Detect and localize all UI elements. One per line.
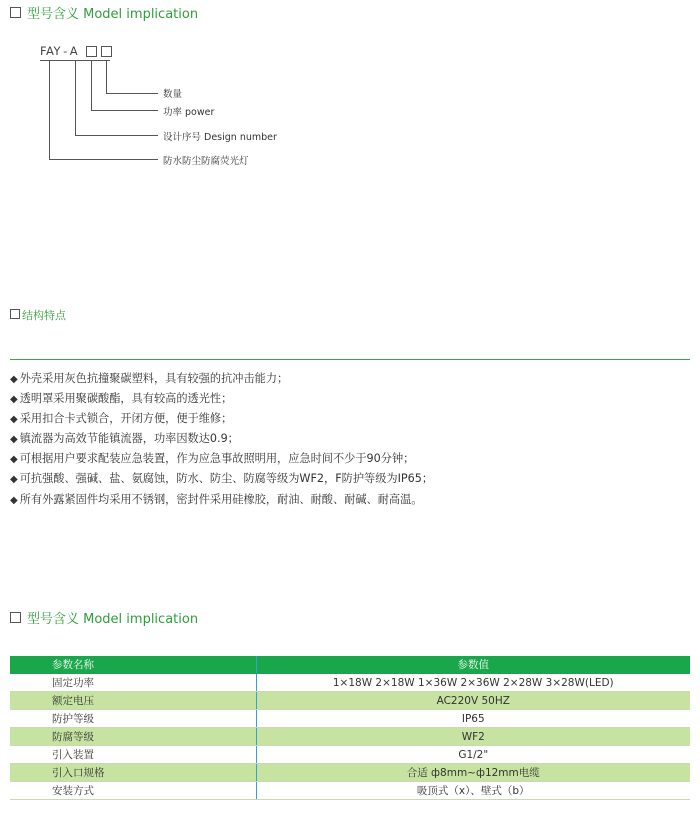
header-param-value: 参数值: [256, 656, 690, 674]
list-item: ◆ 采用扣合卡式锁合，开闭方便，便于维修；: [10, 412, 233, 426]
list-item: ◆ 可抗强酸、强碱、盐、氨腐蚀，防水、防尘、防腐等级为WF2，F防护等级为IP65；: [10, 472, 434, 486]
section-title-features: [10, 307, 66, 323]
header-param-name: 参数名称: [10, 656, 256, 674]
list-item: ◆ 透明罩采用聚碳酸酯，具有较高的透光性；: [10, 392, 233, 406]
leader-line-power: [91, 60, 92, 110]
diamond-bullet-icon: ◆: [10, 494, 18, 506]
param-value: 合适 ф8mm~ф12mm电缆: [256, 764, 690, 782]
leader-line-power-h: [91, 110, 158, 111]
model-code-a: A: [69, 44, 79, 58]
quantity-code-box: [101, 46, 112, 57]
feature-list: [10, 369, 690, 510]
leader-line-design: [75, 60, 76, 135]
param-value: G1/2": [256, 746, 690, 764]
param-value: IP65: [256, 710, 690, 728]
param-value: AC220V 50HZ: [256, 692, 690, 710]
square-box-icon: [10, 612, 21, 623]
table-row: [10, 710, 690, 728]
table-row: [10, 674, 690, 692]
param-name: 引入装置: [10, 746, 256, 764]
param-value: WF2: [256, 728, 690, 746]
list-item: ◆ 外壳采用灰色抗撞聚碳塑料，具有较强的抗冲击能力；: [10, 372, 289, 385]
param-name: 防腐等级: [10, 728, 256, 746]
section-title-text: 结构特点: [22, 309, 66, 322]
table-header-row: [10, 656, 690, 674]
leader-line-type: [49, 60, 50, 159]
diamond-bullet-icon: ◆: [10, 434, 18, 446]
leader-line-design-h: [75, 135, 158, 136]
model-code-dash: -: [63, 44, 68, 58]
diamond-bullet-icon: ◆: [10, 394, 18, 406]
table-row: [10, 782, 690, 800]
model-code: [40, 44, 78, 58]
label-power: 功率 power: [163, 107, 215, 118]
table-row: [10, 692, 690, 710]
square-box-icon: [10, 7, 21, 18]
leader-line-quantity-h: [106, 93, 158, 94]
param-name: 引入口规格: [10, 764, 256, 782]
label-quantity: 数量: [163, 89, 183, 100]
section-title-text: 型号含义 Model implication: [27, 612, 199, 627]
diamond-bullet-icon: ◆: [10, 414, 18, 426]
leader-line-quantity: [106, 60, 107, 93]
param-name: 固定功率: [10, 674, 256, 692]
section-title-text: 型号含义 Model implication: [27, 7, 199, 22]
label-design-number: 设计序号 Design number: [163, 132, 277, 143]
diamond-bullet-icon: ◆: [10, 374, 18, 385]
spec-table: [10, 656, 690, 800]
param-name: 防护等级: [10, 710, 256, 728]
list-item: ◆ 可根据用户要求配装应急装置，作为应急事故照明用，应急时间不少于90分钟；: [10, 452, 415, 466]
list-item: ◆ 所有外露紧固件均采用不锈钢，密封件采用硅橡胶，耐油、耐酸、耐碱、耐高温。: [10, 492, 423, 506]
section-divider: [10, 359, 690, 360]
power-code-box: [86, 46, 97, 57]
label-lamp-type: 防水防尘防腐荧光灯: [163, 156, 249, 167]
section-title-model: [10, 3, 198, 22]
table-row: [10, 764, 690, 782]
section-title-spec: [10, 608, 198, 627]
param-name: 额定电压: [10, 692, 256, 710]
table-row: [10, 746, 690, 764]
param-value: 1×18W 2×18W 1×36W 2×36W 2×28W 3×28W(LED): [256, 674, 690, 692]
diamond-bullet-icon: ◆: [10, 474, 18, 486]
list-item: ◆ 镇流器为高效节能镇流器，功率因数达0.9；: [10, 432, 239, 446]
diamond-bullet-icon: ◆: [10, 454, 18, 466]
model-code-prefix: FAY: [40, 44, 62, 58]
square-box-icon: [10, 309, 20, 319]
table-row: [10, 728, 690, 746]
param-name: 安装方式: [10, 782, 256, 800]
leader-line-type-h: [49, 159, 158, 160]
param-value: 吸顶式（x）、壁式（b）: [256, 782, 690, 800]
